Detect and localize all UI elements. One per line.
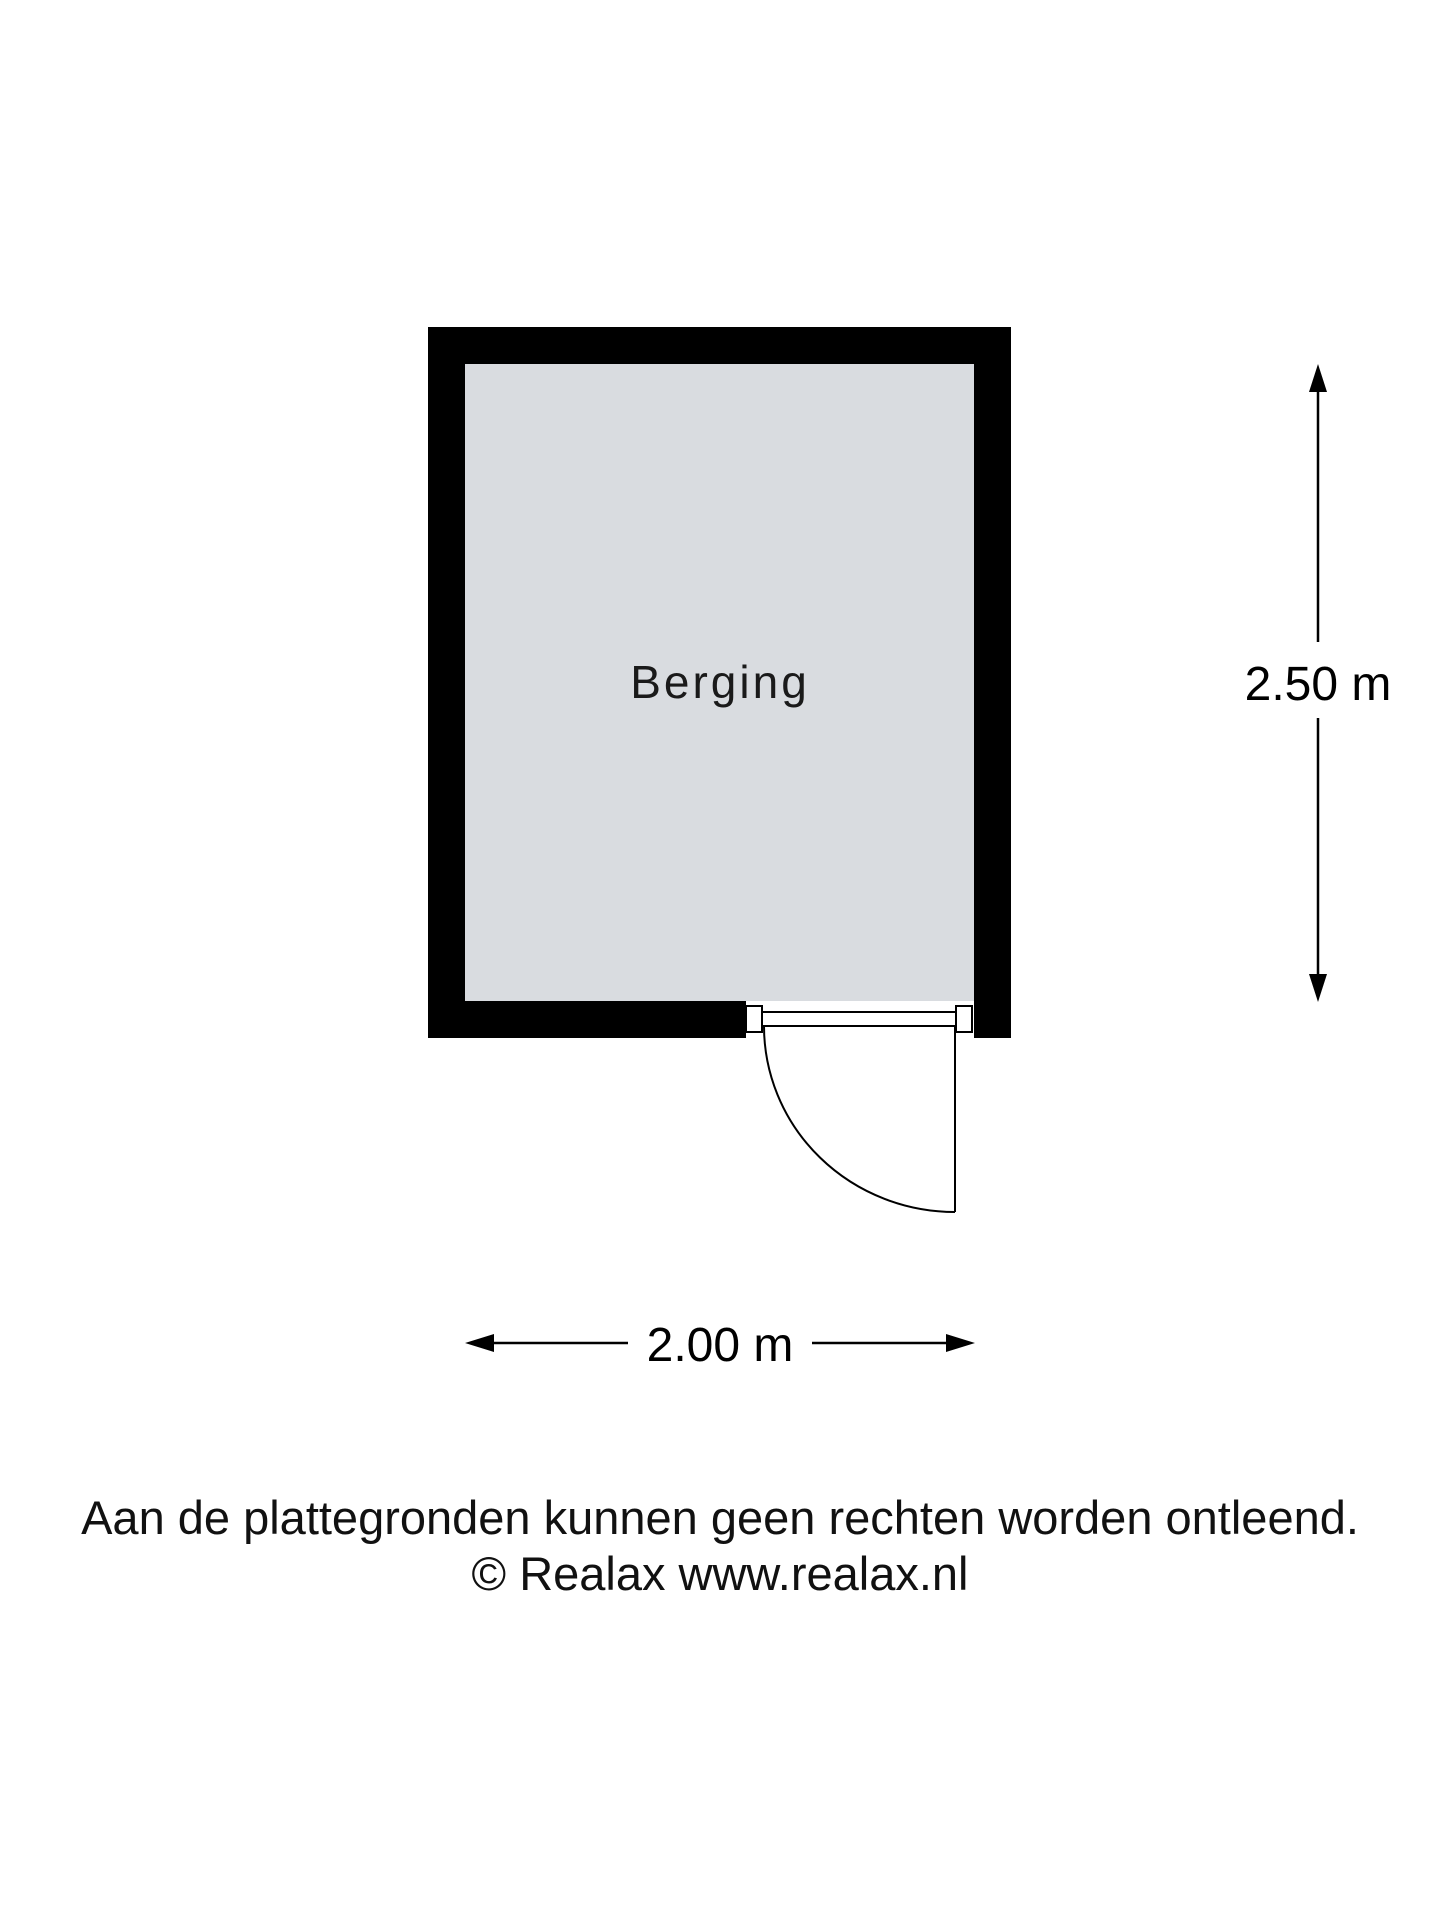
disclaimer-text: Aan de plattegronden kunnen geen rechten worden ontleend. — [81, 1491, 1359, 1544]
width-dimension-label: 2.00 m — [646, 1319, 794, 1372]
height-dimension-label: 2.50 m — [1244, 658, 1392, 711]
door-jamb-right — [956, 1006, 972, 1032]
arrow-left-icon — [465, 1334, 494, 1352]
door-opening — [746, 1001, 974, 1038]
arrow-right-icon — [946, 1334, 975, 1352]
copyright-text: © Realax www.realax.nl — [471, 1547, 969, 1600]
door-jamb-left — [746, 1006, 762, 1032]
room-label: Berging — [630, 656, 810, 708]
arrow-up-icon — [1309, 364, 1327, 392]
height-dimension — [1245, 364, 1392, 1002]
width-dimension — [465, 1319, 975, 1372]
arrow-down-icon — [1309, 974, 1327, 1002]
door-swing-arc — [764, 1026, 955, 1212]
